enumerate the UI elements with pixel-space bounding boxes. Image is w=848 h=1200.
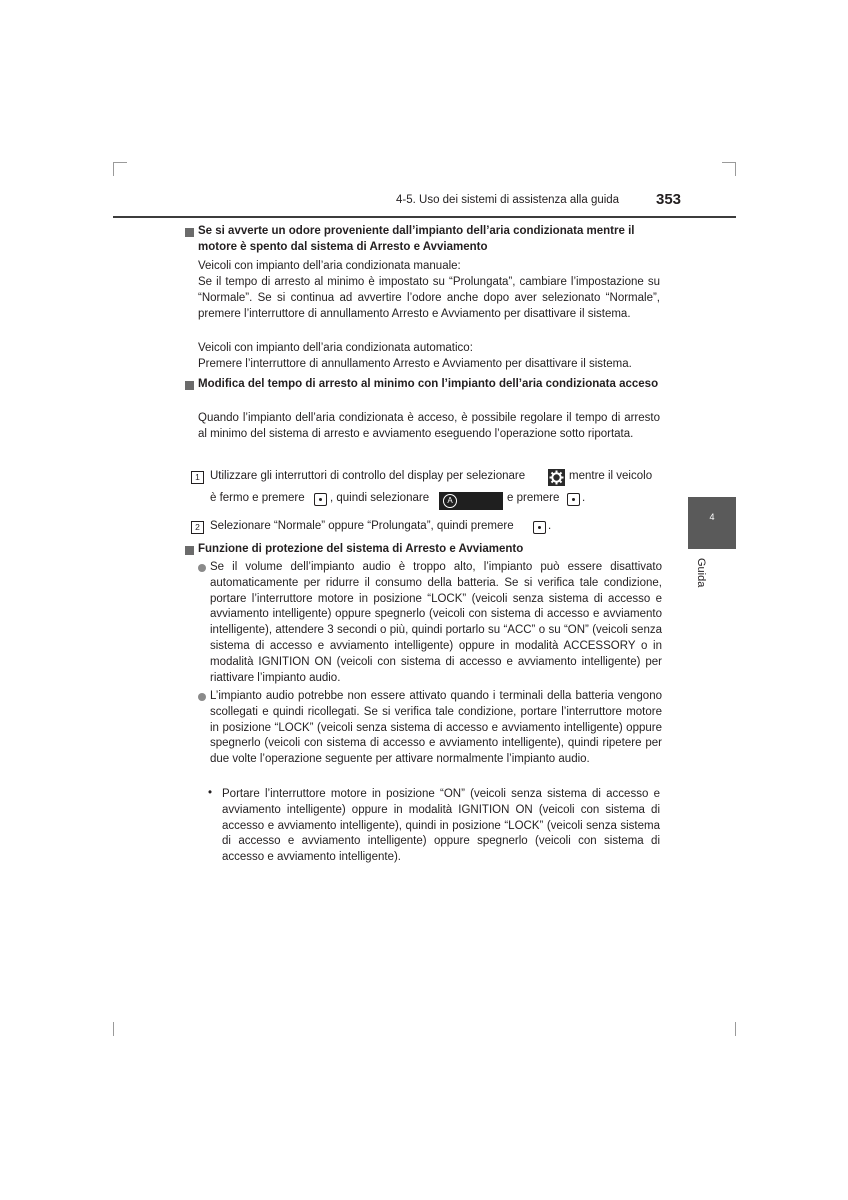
stop-start-menu-item	[439, 492, 503, 510]
heading-square-icon	[185, 546, 194, 555]
step1-text-f: .	[582, 492, 586, 504]
step2-text-b: .	[548, 520, 552, 532]
step1-text-a: Utilizzare gli interruttori di controllo del display per selezionare	[210, 470, 526, 482]
crop-mark-top-right-h	[722, 162, 736, 163]
enter-button-icon	[533, 521, 546, 534]
bullet-dot-icon	[198, 693, 206, 701]
stop-start-icon: A	[443, 494, 457, 508]
crop-mark-top-left-h	[113, 162, 127, 163]
gear-icon	[548, 469, 565, 486]
crop-mark-top-left-v	[113, 162, 114, 176]
page-number: 353	[656, 191, 682, 208]
step2-text-a: Selezionare “Normale” oppure “Prolungata”, quindi premere	[210, 520, 514, 532]
step1-text-e: e premere	[507, 492, 560, 504]
step-number-box: 2	[191, 521, 204, 534]
section3-item1: Se il volume dell’impianto audio è troppo alto, l’impianto può essere disattivato automaticamente per ridurre il consumo della batteria. Se si verifica tale condizione, portare l’interruttore motore in posizione “LOCK” (veicoli senza sistema di accesso e avviamento intelligente) oppure spegnerlo (veicoli con sistema di accesso e avviamento intelligente), attendere 3 secondi o più, quindi portarlo su “ACC” o su “ON” (veicoli senza sistema di accesso e avviamento intelligente) oppure in modalità ACCESSORY o in modalità IGNITION ON (veicoli con sistema di accesso e avviamento intelligente) per riattivare l’impianto audio.	[210, 561, 662, 684]
section2-p1: Quando l’impianto dell’aria condizionata è acceso, è possibile regolare il tempo di arresto al minimo del sistema di arresto e avviamento eseguendo l’operazione sotto riportata.	[198, 412, 660, 440]
section-title: 4-5. Uso dei sistemi di assistenza alla guida	[396, 194, 620, 206]
crop-mark-top-right-v	[735, 162, 736, 176]
section3-item2: L’impianto audio potrebbe non essere attivato quando i terminali della batteria vengono scollegati e quindi ricollegati. Se si verifica tale condizione, portare l’interruttore motore in posizione “LOCK” (veicoli senza sistema di accesso e avviamento intelligente) oppure spegnerlo (veicoli con sistema di accesso e avviamento intelligente), quindi ripetere per due volte l’operazione seguente per attivare normalmente l’impianto audio.	[210, 690, 662, 766]
section1-p1: Veicoli con impianto dell’aria condizionata manuale:	[198, 260, 461, 272]
chapter-label: Guida	[695, 558, 707, 588]
chapter-number: 4	[709, 512, 715, 522]
heading-square-icon	[185, 381, 194, 390]
step1-text-d: , quindi selezionare	[330, 492, 430, 504]
bullet-dot-icon	[198, 564, 206, 572]
crop-mark-bottom-right-v	[735, 1022, 736, 1036]
crop-mark-bottom-left-v	[113, 1022, 114, 1036]
section2-heading: Modifica del tempo di arresto al minimo con l’impianto dell’aria condizionata acceso	[198, 378, 659, 390]
heading-square-icon	[185, 228, 194, 237]
chapter-tab	[688, 497, 736, 549]
enter-button-icon	[314, 493, 327, 506]
enter-button-icon	[567, 493, 580, 506]
section3-heading: Funzione di protezione del sistema di Arresto e Avviamento	[198, 543, 524, 555]
section3-subitem: Portare l’interruttore motore in posizione “ON” (veicoli senza sistema di accesso e avviamento intelligente) oppure in modalità IGNITION ON (veicoli con sistema di accesso e avviamento intelligente), quindi in posizione “LOCK” (veicoli senza sistema di accesso e avviamento intelligente) oppure spegnerlo (veicoli con sistema di accesso e avviamento intelligente).	[222, 788, 660, 864]
header-rule	[113, 216, 736, 218]
section1-p3: Veicoli con impianto dell’aria condizionata automatico:	[198, 342, 473, 354]
section1-p4: Premere l’interruttore di annullamento Arresto e Avviamento per disattivare il sistema.	[198, 358, 632, 370]
sub-bullet: •	[208, 787, 213, 799]
section1-heading: Se si avverte un odore proveniente dall’impianto dell’aria condizionata mentre il motore è spento dal sistema di Arresto e Avviamento	[198, 225, 635, 253]
step1-text-c: è fermo e premere	[210, 492, 305, 504]
section1-p2: Se il tempo di arresto al minimo è impostato su “Prolungata”, cambiare l’impostazione su “Normale”. Se si continua ad avvertire l’odore anche dopo aver selezionato “Normale”, premere l’interruttore di annullamento Arresto e Avviamento per disattivare il sistema.	[198, 276, 660, 320]
step1-text-b: mentre il veicolo	[569, 470, 653, 482]
step-number-box: 1	[191, 471, 204, 484]
